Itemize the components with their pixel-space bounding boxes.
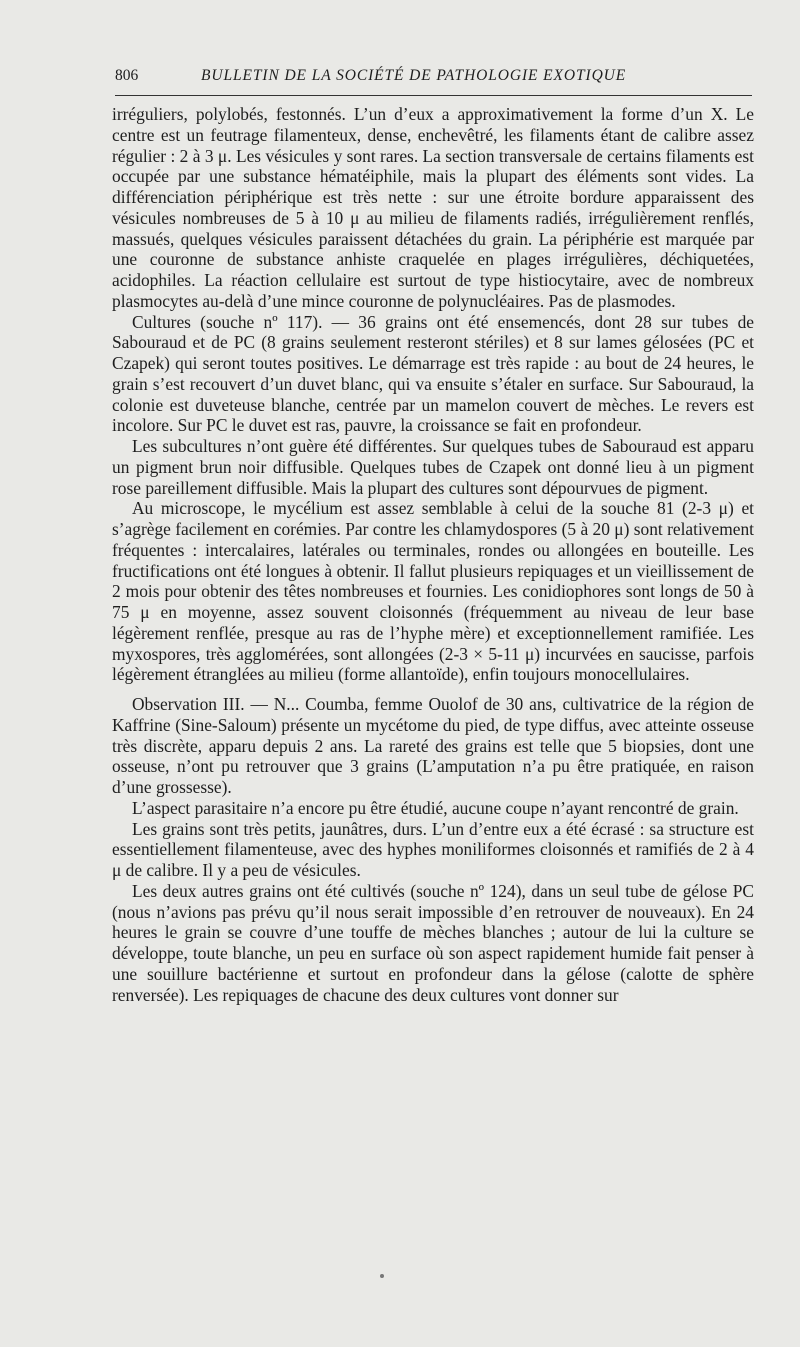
footer-mark [380, 1274, 384, 1278]
paragraph-grains: Les grains sont très petits, jaunâtres, durs. L’un d’entre eux a été écrasé : sa structure est essentiellement filamenteuse, avec des hyphes moniliformes cloisonnés et ramifiés de 2 à 4 μ de calibre. Il y a peu de vésicules. [112, 818, 754, 880]
paragraph-cultures-124: Les deux autres grains ont été cultivés (souche nº 124), dans un seul tube de gélose PC (nous n’avions pas prévu qu’il nous serait impossible d’en retrouver de nouveaux). En 24 heures le grain se couvre d’une touffe de mèches blanches ; autour de lui la culture se développe, toute blanche, un peu en surface où son aspect rapidement humide fait penser à une souillure bactérienne et surtout en profondeur dans la gélose (calotte de sphère renversée). Les repiquages de chacune des deux cultures vont donner sur [112, 880, 754, 1005]
running-title: BULLETIN DE LA SOCIÉTÉ DE PATHOLOGIE EXOTIQUE [201, 67, 627, 84]
paragraph-aspect: L’aspect parasitaire n’a encore pu être étudié, aucune coupe n’ayant rencontré de grain. [132, 797, 739, 818]
paragraph-subcultures: Les subcultures n’ont guère été différentes. Sur quelques tubes de Sabouraud est apparu un pigment brun noir diffusible. Quelques tubes de Czapek ont donné lieu à un pigment rose pareillement diffusible. Mais la plupart des cultures sont dépourvues de pigment. [112, 436, 754, 498]
page-number: 806 [115, 67, 139, 84]
paragraph-cultures: Cultures (souche nº 117). — 36 grains ont été ensemencés, dont 28 sur tubes de Sabouraud et de PC (8 grains seulement resteront stériles) et 8 sur lames gélosées (PC et Czapek) qui seront toutes positives. Le démarrage est très rapide : au bout de 24 heures, le grain s’est recouvert d’un duvet blanc, qui va ensuite s’étaler en surface. Sur Sabouraud, la colonie est duveteuse blanche, centrée par un mamelon couvert de mèches. Le revers est incolore. Sur PC le duvet est ras, pauvre, la croissance se fait en profondeur. [112, 311, 754, 436]
header-rule [115, 95, 752, 96]
paragraph-observation-3: Observation III. — N... Coumba, femme Ouolof de 30 ans, cultivatrice de la région de Kaffrine (Sine-Saloum) présente un mycétome du pied, de type diffus, avec atteinte osseuse très discrète, apparu depuis 2 ans. La rareté des grains est telle que 5 biopsies, dont une osseuse, n’ont pu retrouver que 3 grains (L’amputation n’a pu être pratiquée, en raison d’une grossesse). [112, 694, 754, 797]
paragraph-1: irréguliers, polylobés, festonnés. L’un d’eux a approximativement la forme d’un X. Le centre est un feutrage filamenteux, dense, enchevêtré, les filaments étant de calibre assez régulier : 2 à 3 μ. Les vésicules y sont rares. La section transversale de certains filaments est occupée par une substance hématéiphile, mais la plupart des éléments sont vides. La différenciation périphérique est très nette : sur une étroite bordure apparaissent des vésicules nombreuses de 5 à 10 μ au milieu de filaments radiés, irrégulièrement renflés, massués, quelques vésicules paraissent détachées du grain. La périphérie est marquée par une couronne de substance anhiste craquelée en plages irrégulières, déchiquetées, acidophiles. La réaction cellulaire est surtout de type histiocytaire, avec de nombreux plasmocytes au-delà d’une mince couronne de polynucléaires. Pas de plasmodes. [112, 104, 754, 311]
body-text [112, 104, 754, 1005]
paragraph-microscope: Au microscope, le mycélium est assez semblable à celui de la souche 81 (2-3 μ) et s’agrège facilement en corémies. Par contre les chlamydospores (5 à 20 μ) sont relativement fréquentes : intercalaires, latérales ou terminales, rondes ou allongées en bouteille. Les fructifications ont été longues à obtenir. Il fallut plusieurs repiquages et un vieillissement de 2 mois pour obtenir des têtes nombreuses et fournies. Les conidiophores sont longs de 50 à 75 μ en moyenne, assez souvent cloisonnés (fréquemment au niveau de leur base légèrement renflée, presque au ras de l’hyphe mère) et exceptionnellement ramifiée. Les myxospores, très agglomérées, sont allongées (2-3 × 5-11 μ) incurvées en saucisse, parfois légèrement étranglées au milieu (forme allantoïde), enfin toujours monocellulaires. [112, 498, 754, 685]
